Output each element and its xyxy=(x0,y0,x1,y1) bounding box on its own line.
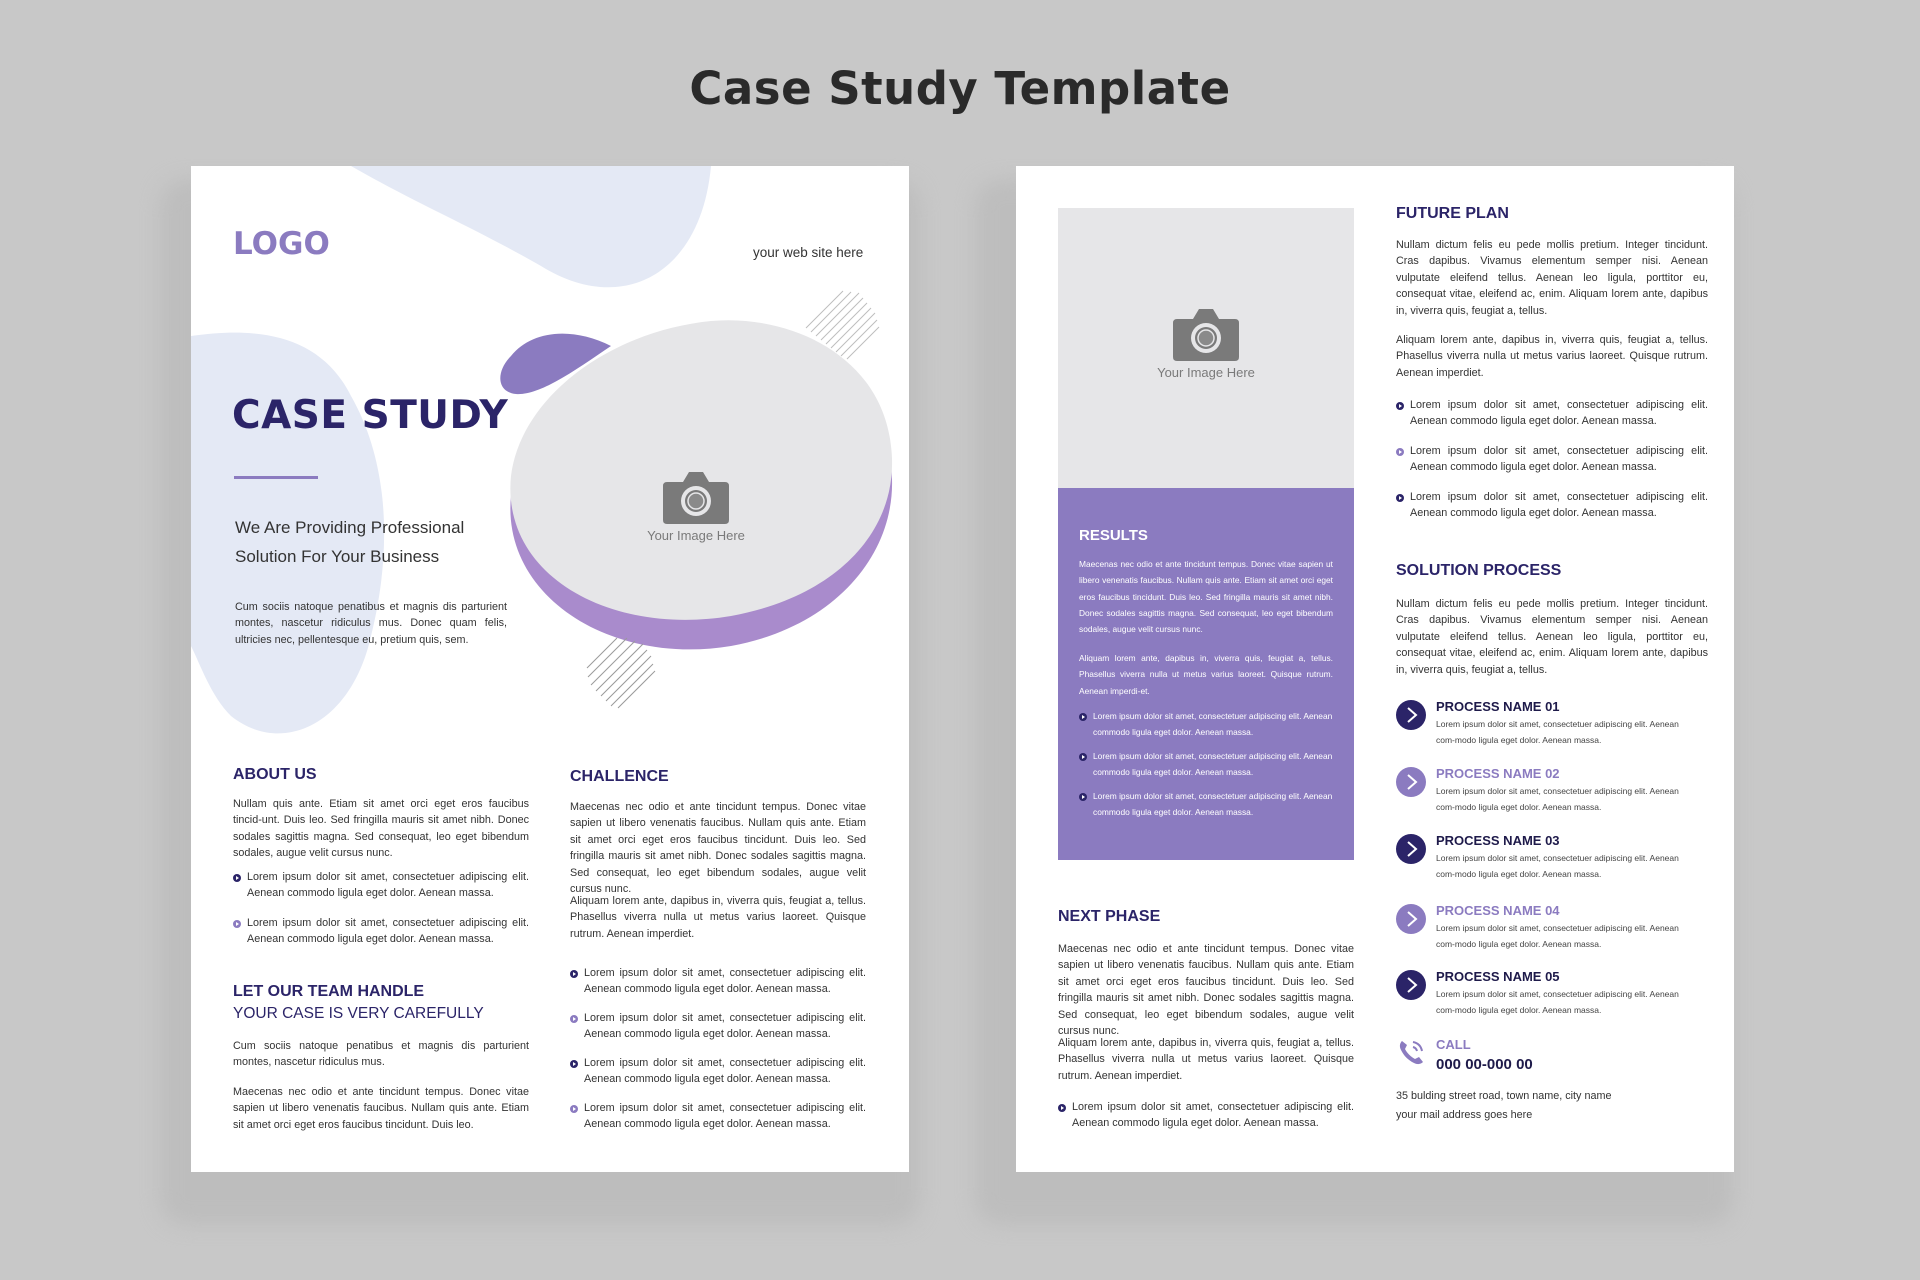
challenge-bullet-3 xyxy=(570,1055,866,1088)
process-desc-4: Lorem ipsum dolor sit amet, consectetuer adipiscing elit. Aenean com-modo ligula eget dolor. Aenean massa. xyxy=(1436,923,1679,949)
results-text-1: Maecenas nec odio et ante tincidunt tempus. Donec vitae sapien ut libero venenatis faucibus. Nullam quis ante. Etiam sit amet orci eget eros faucibus tincidunt. Duis leo. Sed fringilla mauris sit amet nibh. Donec sodales sagittis magna. Sed consequat, leo eget bibendum sodales, augue velit cursus nunc. xyxy=(1079,559,1333,635)
bullet-icon xyxy=(570,1105,578,1113)
about-heading: ABOUT US xyxy=(233,766,317,783)
future-plan-bullet-1-text: Lorem ipsum dolor sit amet, consectetuer adipiscing elit. Aenean commodo ligula eget dolor. Aenean massa. xyxy=(1410,399,1708,428)
process-desc-5: Lorem ipsum dolor sit amet, consectetuer adipiscing elit. Aenean com-modo ligula eget dolor. Aenean massa. xyxy=(1436,989,1679,1015)
process-name-2: PROCESS NAME 02 xyxy=(1436,766,1560,781)
challenge-bullet-4-text: Lorem ipsum dolor sit amet, consectetuer adipiscing elit. Aenean commodo ligula eget dolor. Aenean massa. xyxy=(584,1102,866,1131)
camera-icon xyxy=(663,468,729,524)
bullet-icon xyxy=(1079,713,1087,721)
future-plan-text-1: Nullam dictum felis eu pede mollis pretium. Integer tincidunt. Cras dapibus. Vivamus elementum semper nisi. Aenean vulputate eleifend tellus. Aenean leo ligula, porttitor eu, consequat vitae, eleifend ac, enim. Aliquam lorem ante, dapibus in, viverra quis, feugiat a, tellus. xyxy=(1396,239,1708,317)
challenge-bullet-3-text: Lorem ipsum dolor sit amet, consectetuer adipiscing elit. Aenean commodo ligula eget dolor. Aenean massa. xyxy=(584,1057,866,1086)
bullet-icon xyxy=(570,1015,578,1023)
phone-number: 000 00-000 00 xyxy=(1436,1056,1533,1073)
future-plan-bullet-2 xyxy=(1396,443,1708,476)
about-text: Nullam quis ante. Etiam sit amet orci eget eros faucibus tincid-unt. Duis leo. Sed fringilla mauris sit amet nibh. Donec sodales sagittis magna. Sed consequat, leo eget bibendum sodales, augue velit cursus nunc. xyxy=(233,798,529,860)
next-phase-text-1: Maecenas nec odio et ante tincidunt tempus. Donec vitae sapien ut libero venenatis faucibus. Nullam quis ante. Etiam sit amet orci eget eros faucibus tincidunt. Duis leo. Sed fringilla mauris sit amet nibh. Donec sodales sagittis magna. Sed consequat, leo eget bibendum sodales, augue velit cursus nunc. xyxy=(1058,943,1354,1038)
process-name-1: PROCESS NAME 01 xyxy=(1436,699,1560,714)
title-underline xyxy=(234,476,318,479)
next-phase-bullet-text: Lorem ipsum dolor sit amet, consectetuer adipiscing elit. Aenean commodo ligula eget dolor. Aenean massa. xyxy=(1072,1101,1354,1130)
hatch-bottom xyxy=(587,638,655,708)
future-plan-bullet-3-text: Lorem ipsum dolor sit amet, consectetuer adipiscing elit. Aenean commodo ligula eget dolor. Aenean massa. xyxy=(1410,491,1708,520)
team-text-1: Cum sociis natoque penatibus et magnis dis parturient montes, nascetur ridiculus mus. xyxy=(233,1040,529,1069)
future-plan-bullet-3 xyxy=(1396,489,1708,522)
results-box xyxy=(1058,488,1354,860)
future-plan-text-2: Aliquam lorem ante, dapibus in, viverra quis, feugiat a, tellus. Phasellus viverra nulla ut metus varius laoreet. Quisque rutrum. Aenean imperdiet. xyxy=(1396,334,1708,379)
about-bullet-2 xyxy=(233,915,529,948)
right-image-label: Your Image Here xyxy=(1157,365,1255,380)
arrow-right-icon xyxy=(1396,970,1426,1000)
bullet-icon xyxy=(233,920,241,928)
process-name-5: PROCESS NAME 05 xyxy=(1436,969,1560,984)
process-desc-2: Lorem ipsum dolor sit amet, consectetuer adipiscing elit. Aenean com-modo ligula eget dolor. Aenean massa. xyxy=(1436,786,1679,812)
right-page xyxy=(1016,166,1734,1172)
arrow-right-icon xyxy=(1396,834,1426,864)
phone-icon xyxy=(1396,1037,1426,1067)
next-phase-text-2: Aliquam lorem ante, dapibus in, viverra quis, feugiat a, tellus. Phasellus viverra nulla ut metus varius laoreet. Quisque rutrum. Aenean imperdiet. xyxy=(1058,1037,1354,1082)
results-heading: RESULTS xyxy=(1079,527,1148,544)
logo: LOGO xyxy=(233,226,330,262)
address-text: 35 bulding street road, town name, city name xyxy=(1396,1090,1612,1102)
about-bullet-1-text: Lorem ipsum dolor sit amet, consectetuer adipiscing elit. Aenean commodo ligula eget dolor. Aenean massa. xyxy=(247,871,529,900)
results-bullet-1 xyxy=(1079,708,1333,741)
challenge-heading: CHALLENCE xyxy=(570,768,669,785)
team-text-2: Maecenas nec odio et ante tincidunt tempus. Donec vitae sapien ut libero venenatis faucibus. Nullam quis ante. Etiam sit amet orci eget eros faucibus tincidunt. Duis leo. xyxy=(233,1086,529,1131)
process-desc-1: Lorem ipsum dolor sit amet, consectetuer adipiscing elit. Aenean com-modo ligula eget dolor. Aenean massa. xyxy=(1436,719,1679,745)
arrow-right-icon xyxy=(1396,904,1426,934)
bullet-icon xyxy=(1396,494,1404,502)
bullet-icon xyxy=(1079,753,1087,761)
about-bullet-1 xyxy=(233,869,529,902)
left-image-placeholder xyxy=(631,468,761,543)
results-text-2: Aliquam lorem ante, dapibus in, viverra quis, feugiat a, tellus. Phasellus viverra nulla ut metus varius laoreet. Quisque rutrum. Aenean imperdi-et. xyxy=(1079,653,1333,696)
solution-text: Nullam dictum felis eu pede mollis pretium. Integer tincidunt. Cras dapibus. Vivamus elementum semper nisi. Aenean vulputate eleifend tellus. Aenean leo ligula, porttitor eu, consequat vitae, eleifend ac, enim. Aliquam lorem ante, dapibus in, viverra quis, feugiat a, tellus. xyxy=(1396,598,1708,676)
subtitle-line-2: Solution For Your Business xyxy=(235,547,440,566)
solution-heading: SOLUTION PROCESS xyxy=(1396,562,1562,579)
results-bullet-3-text: Lorem ipsum dolor sit amet, consectetuer adipiscing elit. Aenean commodo ligula eget dolor. Aenean massa. xyxy=(1093,791,1333,818)
process-name-3: PROCESS NAME 03 xyxy=(1436,833,1560,848)
team-heading-2: YOUR CASE IS VERY CAREFULLY xyxy=(233,1005,484,1022)
future-plan-heading: FUTURE PLAN xyxy=(1396,205,1509,222)
next-phase-heading: NEXT PHASE xyxy=(1058,908,1161,925)
results-bullet-3 xyxy=(1079,788,1333,821)
future-plan-bullet-1 xyxy=(1396,397,1708,430)
challenge-bullet-2-text: Lorem ipsum dolor sit amet, consectetuer adipiscing elit. Aenean commodo ligula eget dolor. Aenean massa. xyxy=(584,1012,866,1041)
arrow-right-icon xyxy=(1396,767,1426,797)
subtitle-line-1: We Are Providing Professional xyxy=(235,518,465,537)
challenge-bullet-4 xyxy=(570,1100,866,1133)
bullet-icon xyxy=(233,874,241,882)
results-bullet-2-text: Lorem ipsum dolor sit amet, consectetuer adipiscing elit. Aenean commodo ligula eget dolor. Aenean massa. xyxy=(1093,751,1333,778)
page-title: Case Study Template xyxy=(689,62,1231,115)
challenge-bullet-1 xyxy=(570,965,866,998)
future-plan-bullet-2-text: Lorem ipsum dolor sit amet, consectetuer adipiscing elit. Aenean commodo ligula eget dolor. Aenean massa. xyxy=(1410,445,1708,474)
results-bullet-1-text: Lorem ipsum dolor sit amet, consectetuer adipiscing elit. Aenean commodo ligula eget dolor. Aenean massa. xyxy=(1093,711,1333,738)
process-desc-3: Lorem ipsum dolor sit amet, consectetuer adipiscing elit. Aenean com-modo ligula eget dolor. Aenean massa. xyxy=(1436,853,1679,879)
results-bullet-2 xyxy=(1079,748,1333,781)
arrow-right-icon xyxy=(1396,700,1426,730)
team-heading-1: LET OUR TEAM HANDLE xyxy=(233,983,425,1000)
intro-text: Cum sociis natoque penatibus et magnis dis parturient montes, nascetur ridiculus mus. Donec quam felis, ultricies nec, pellentesque eu, pretium quis, sem. xyxy=(235,601,507,646)
bullet-icon xyxy=(1058,1104,1066,1112)
email-text: your mail address goes here xyxy=(1396,1109,1533,1121)
call-label: CALL xyxy=(1436,1037,1471,1052)
about-bullet-2-text: Lorem ipsum dolor sit amet, consectetuer adipiscing elit. Aenean commodo ligula eget dolor. Aenean massa. xyxy=(247,917,529,946)
next-phase-bullet xyxy=(1058,1099,1354,1132)
left-image-label: Your Image Here xyxy=(647,528,745,543)
bullet-icon xyxy=(570,970,578,978)
subtitle xyxy=(235,513,464,571)
bullet-icon xyxy=(1396,402,1404,410)
challenge-text-2: Aliquam lorem ante, dapibus in, viverra quis, feugiat a, tellus. Phasellus viverra nulla ut metus varius laoreet. Quisque rutrum. Aenean imperdiet. xyxy=(570,895,866,940)
left-page xyxy=(191,166,909,1172)
right-image-placeholder xyxy=(1058,208,1354,488)
challenge-bullet-2 xyxy=(570,1010,866,1043)
website-text: your web site here xyxy=(753,245,864,260)
bullet-icon xyxy=(1079,793,1087,801)
bullet-icon xyxy=(570,1060,578,1068)
camera-icon xyxy=(1173,305,1239,361)
case-study-title: CASE STUDY xyxy=(232,393,509,438)
bullet-icon xyxy=(1396,448,1404,456)
process-name-4: PROCESS NAME 04 xyxy=(1436,903,1560,918)
challenge-text-1: Maecenas nec odio et ante tincidunt tempus. Donec vitae sapien ut libero venenatis faucibus. Nullam quis ante. Etiam sit amet orci eget eros faucibus tincidunt. Duis leo. Sed fringilla mauris sit amet nibh. Donec sodales sagittis magna. Sed consequat, leo eget bibendum sodales, augue velit cursus nunc. xyxy=(570,801,866,896)
challenge-bullet-1-text: Lorem ipsum dolor sit amet, consectetuer adipiscing elit. Aenean commodo ligula eget dolor. Aenean massa. xyxy=(584,967,866,996)
